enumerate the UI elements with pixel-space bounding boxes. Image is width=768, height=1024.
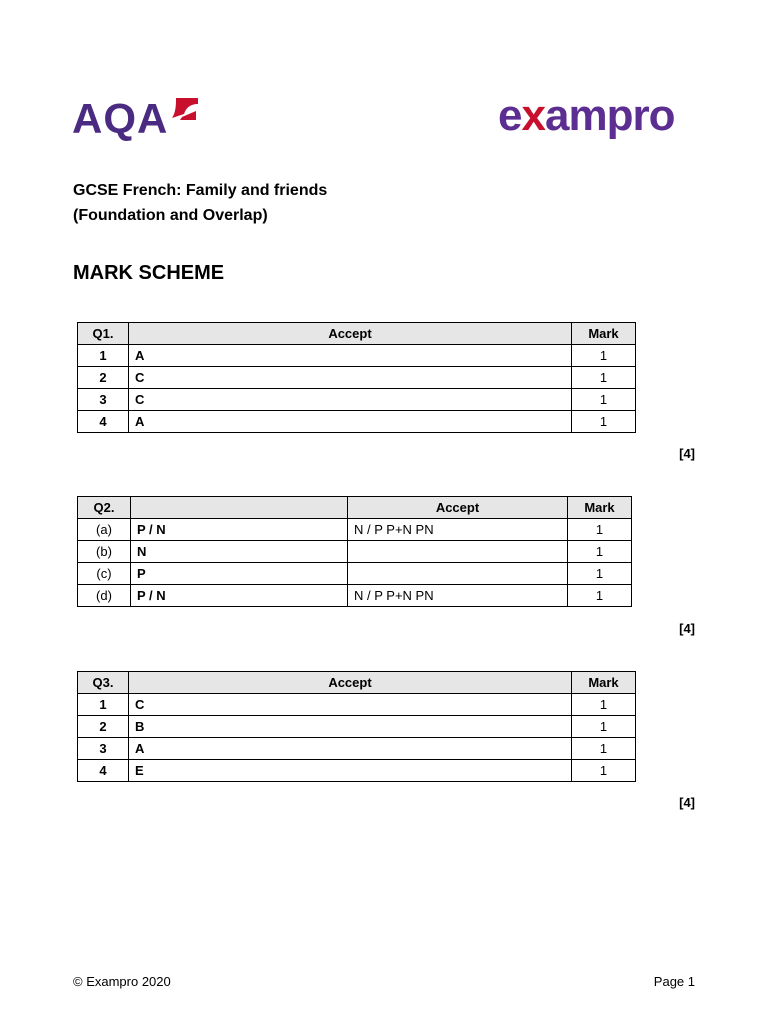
table-row xyxy=(78,716,636,738)
answer: P / N xyxy=(131,519,348,541)
answer: N xyxy=(131,541,348,563)
exampro-logo-rest: ampro xyxy=(544,91,675,140)
accepted-answer: A xyxy=(129,345,572,367)
question-number: 1 xyxy=(78,694,129,716)
q3-total: [4] xyxy=(679,795,695,810)
table-row xyxy=(78,411,636,433)
accepted-answer: N / P P+N PN xyxy=(348,519,568,541)
accepted-answer: E xyxy=(129,760,572,782)
table-header-row xyxy=(78,323,636,345)
document-title-line2: (Foundation and Overlap) xyxy=(73,207,268,224)
q1-header-mark: Mark xyxy=(572,323,636,345)
q2-header-question: Q2. xyxy=(78,497,131,519)
question-part: (b) xyxy=(78,541,131,563)
q3-header-mark: Mark xyxy=(572,672,636,694)
mark-value: 1 xyxy=(572,716,636,738)
mark-value: 1 xyxy=(572,738,636,760)
accepted-answer: C xyxy=(129,389,572,411)
table-header-row xyxy=(78,497,632,519)
exampro-logo-e: e xyxy=(498,91,522,140)
q1-header-accept: Accept xyxy=(129,323,572,345)
question-number: 3 xyxy=(78,389,129,411)
q1-table xyxy=(77,322,636,433)
table-row xyxy=(78,585,632,607)
accepted-answer: B xyxy=(129,716,572,738)
table-row xyxy=(78,367,636,389)
table-header-row xyxy=(78,672,636,694)
q1-total: [4] xyxy=(679,446,695,461)
answer: P xyxy=(131,563,348,585)
question-part: (d) xyxy=(78,585,131,607)
question-part: (c) xyxy=(78,563,131,585)
answer: P / N xyxy=(131,585,348,607)
q2-table xyxy=(77,496,632,607)
question-number: 2 xyxy=(78,716,129,738)
aqa-logo-text: AQA xyxy=(72,95,169,142)
table-row xyxy=(78,563,632,585)
table-row xyxy=(78,519,632,541)
question-number: 4 xyxy=(78,411,129,433)
mark-value: 1 xyxy=(572,760,636,782)
mark-value: 1 xyxy=(572,345,636,367)
table-row xyxy=(78,694,636,716)
question-number: 4 xyxy=(78,760,129,782)
q2-header-accept: Accept xyxy=(348,497,568,519)
question-number: 3 xyxy=(78,738,129,760)
mark-value: 1 xyxy=(572,389,636,411)
question-number: 1 xyxy=(78,345,129,367)
mark-value: 1 xyxy=(568,563,632,585)
mark-value: 1 xyxy=(568,541,632,563)
accepted-answer: C xyxy=(129,367,572,389)
question-number: 2 xyxy=(78,367,129,389)
q2-header-mark: Mark xyxy=(568,497,632,519)
q3-header-question: Q3. xyxy=(78,672,129,694)
exampro-logo-x: x xyxy=(521,91,545,140)
accepted-answer: A xyxy=(129,411,572,433)
table-row xyxy=(78,389,636,411)
exampro-logo xyxy=(498,92,674,140)
q3-table xyxy=(77,671,636,782)
question-part: (a) xyxy=(78,519,131,541)
accepted-answer: N / P P+N PN xyxy=(348,585,568,607)
table-row xyxy=(78,760,636,782)
aqa-flag-icon xyxy=(170,96,200,122)
accepted-answer: A xyxy=(129,738,572,760)
document-title-line1: GCSE French: Family and friends xyxy=(73,182,328,199)
footer-copyright: © Exampro 2020 xyxy=(73,974,171,989)
mark-value: 1 xyxy=(568,519,632,541)
mark-value: 1 xyxy=(572,367,636,389)
mark-value: 1 xyxy=(568,585,632,607)
q2-total: [4] xyxy=(679,621,695,636)
accepted-answer: C xyxy=(129,694,572,716)
table-row xyxy=(78,738,636,760)
table-row xyxy=(78,345,636,367)
accepted-answer xyxy=(348,541,568,563)
accepted-answer xyxy=(348,563,568,585)
footer-page-number: Page 1 xyxy=(653,974,695,989)
q1-header-question: Q1. xyxy=(78,323,129,345)
mark-scheme-heading: MARK SCHEME xyxy=(73,262,225,284)
table-row xyxy=(78,541,632,563)
q3-header-accept: Accept xyxy=(129,672,572,694)
q2-header-blank xyxy=(131,497,348,519)
mark-value: 1 xyxy=(572,411,636,433)
aqa-logo xyxy=(72,92,200,140)
mark-value: 1 xyxy=(572,694,636,716)
